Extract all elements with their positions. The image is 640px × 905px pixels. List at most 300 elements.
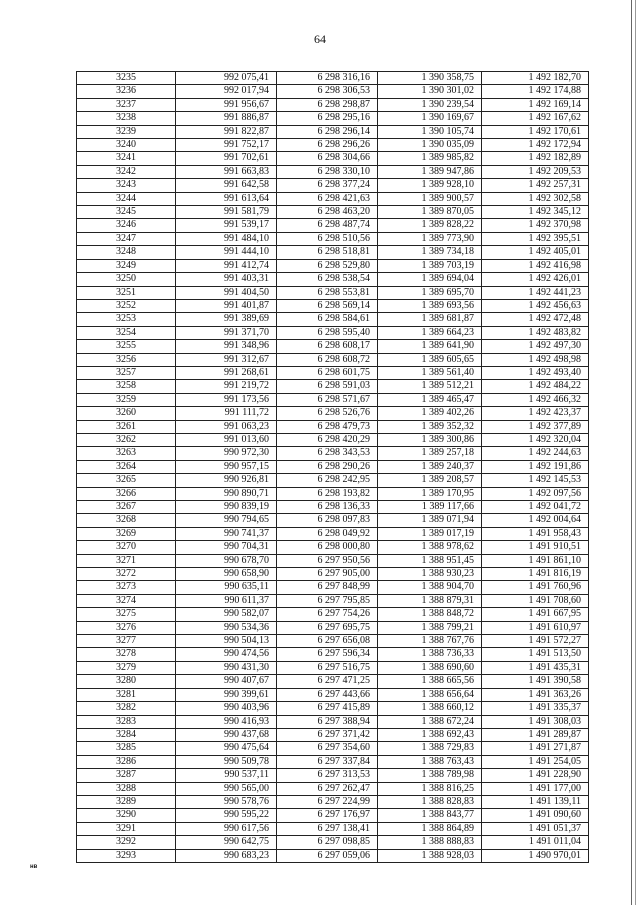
table-row [77, 581, 589, 594]
coord-cell: 1 389 017,19 [378, 527, 482, 540]
coord-cell: 990 890,71 [176, 487, 277, 500]
coord-cell: 990 678,70 [176, 554, 277, 567]
point-number-cell: 3253 [77, 313, 176, 326]
table-row [77, 608, 589, 621]
coord-cell: 1 389 664,23 [378, 326, 482, 339]
coord-cell: 1 492 493,40 [482, 366, 589, 379]
coord-cell: 6 298 595,40 [277, 326, 378, 339]
coord-cell: 6 298 529,80 [277, 259, 378, 272]
coord-cell: 990 704,31 [176, 541, 277, 554]
coord-cell: 1 388 799,21 [378, 621, 482, 634]
coord-cell: 990 972,30 [176, 447, 277, 460]
table-row [77, 675, 589, 688]
coord-cell: 990 431,30 [176, 661, 277, 674]
coord-cell: 990 642,75 [176, 836, 277, 849]
coord-cell: 1 389 240,37 [378, 460, 482, 473]
scan-edge-line [631, 0, 632, 905]
coord-cell: 6 298 296,26 [277, 139, 378, 152]
point-number-cell: 3282 [77, 702, 176, 715]
coord-cell: 1 491 090,60 [482, 809, 589, 822]
coord-cell: 1 492 302,58 [482, 192, 589, 205]
point-number-cell: 3273 [77, 581, 176, 594]
coordinates-table-container [76, 71, 589, 863]
coord-cell: 1 388 951,45 [378, 554, 482, 567]
table-row [77, 568, 589, 581]
coord-cell: 6 298 601,75 [277, 366, 378, 379]
coord-cell: 991 886,87 [176, 112, 277, 125]
coord-cell: 1 492 345,12 [482, 206, 589, 219]
table-row [77, 259, 589, 272]
coord-cell: 6 297 656,08 [277, 635, 378, 648]
table-row [77, 393, 589, 406]
coord-cell: 6 297 224,99 [277, 795, 378, 808]
point-number-cell: 3263 [77, 447, 176, 460]
coord-cell: 1 389 870,05 [378, 206, 482, 219]
coord-cell: 990 957,15 [176, 460, 277, 473]
coord-cell: 1 389 561,40 [378, 366, 482, 379]
coord-cell: 1 388 848,72 [378, 608, 482, 621]
table-row [77, 152, 589, 165]
coord-cell: 6 297 754,26 [277, 608, 378, 621]
coord-cell: 6 298 608,72 [277, 353, 378, 366]
coord-cell: 1 492 041,72 [482, 501, 589, 514]
coord-cell: 990 474,56 [176, 648, 277, 661]
coord-cell: 6 298 296,14 [277, 125, 378, 138]
coord-cell: 1 491 435,31 [482, 661, 589, 674]
coord-cell: 1 388 729,83 [378, 742, 482, 755]
coord-cell: 1 389 071,94 [378, 514, 482, 527]
coord-cell: 6 297 388,94 [277, 715, 378, 728]
coord-cell: 6 298 571,67 [277, 393, 378, 406]
table-row [77, 125, 589, 138]
coord-cell: 6 297 415,89 [277, 702, 378, 715]
coord-cell: 1 491 363,26 [482, 688, 589, 701]
table-row [77, 648, 589, 661]
point-number-cell: 3235 [77, 72, 176, 85]
coord-cell: 1 388 930,23 [378, 568, 482, 581]
coord-cell: 1 390 358,75 [378, 72, 482, 85]
coord-cell: 990 416,93 [176, 715, 277, 728]
coord-cell: 1 491 335,37 [482, 702, 589, 715]
table-row [77, 822, 589, 835]
coord-cell: 990 617,56 [176, 822, 277, 835]
table-row [77, 192, 589, 205]
coord-cell: 1 388 767,76 [378, 635, 482, 648]
table-row [77, 809, 589, 822]
point-number-cell: 3250 [77, 273, 176, 286]
point-number-cell: 3285 [77, 742, 176, 755]
coord-cell: 1 388 888,83 [378, 836, 482, 849]
coord-cell: 6 297 443,66 [277, 688, 378, 701]
coord-cell: 990 741,37 [176, 527, 277, 540]
point-number-cell: 3265 [77, 474, 176, 487]
table-row [77, 407, 589, 420]
table-row [77, 353, 589, 366]
coord-cell: 1 492 145,53 [482, 474, 589, 487]
coord-cell: 1 388 656,64 [378, 688, 482, 701]
table-row [77, 755, 589, 768]
coord-cell: 6 297 371,42 [277, 728, 378, 741]
coord-cell: 991 663,83 [176, 165, 277, 178]
coord-cell: 991 111,72 [176, 407, 277, 420]
coord-cell: 1 389 694,04 [378, 273, 482, 286]
coord-cell: 1 492 466,32 [482, 393, 589, 406]
coord-cell: 991 219,72 [176, 380, 277, 393]
table-row [77, 380, 589, 393]
coord-cell: 991 412,74 [176, 259, 277, 272]
coord-cell: 1 492 174,88 [482, 85, 589, 98]
coord-cell: 1 491 610,97 [482, 621, 589, 634]
point-number-cell: 3246 [77, 219, 176, 232]
coord-cell: 6 297 516,75 [277, 661, 378, 674]
coord-cell: 1 389 402,26 [378, 407, 482, 420]
point-number-cell: 3290 [77, 809, 176, 822]
coord-cell: 6 298 242,95 [277, 474, 378, 487]
coord-cell: 6 297 098,85 [277, 836, 378, 849]
point-number-cell: 3236 [77, 85, 176, 98]
coord-cell: 990 683,23 [176, 849, 277, 862]
point-number-cell: 3247 [77, 232, 176, 245]
table-row [77, 541, 589, 554]
point-number-cell: 3289 [77, 795, 176, 808]
coord-cell: 1 389 695,70 [378, 286, 482, 299]
coord-cell: 1 388 660,12 [378, 702, 482, 715]
table-row [77, 554, 589, 567]
coord-cell: 1 388 978,62 [378, 541, 482, 554]
point-number-cell: 3268 [77, 514, 176, 527]
coord-cell: 1 388 816,25 [378, 782, 482, 795]
coord-cell: 1 388 904,70 [378, 581, 482, 594]
coord-cell: 990 437,68 [176, 728, 277, 741]
coord-cell: 6 298 479,73 [277, 420, 378, 433]
point-number-cell: 3259 [77, 393, 176, 406]
coord-cell: 6 298 569,14 [277, 299, 378, 312]
coord-cell: 1 389 257,18 [378, 447, 482, 460]
coord-cell: 990 504,13 [176, 635, 277, 648]
point-number-cell: 3286 [77, 755, 176, 768]
coord-cell: 992 075,41 [176, 72, 277, 85]
coord-cell: 1 491 513,50 [482, 648, 589, 661]
point-number-cell: 3281 [77, 688, 176, 701]
table-row [77, 661, 589, 674]
table-row [77, 85, 589, 98]
coord-cell: 1 389 985,82 [378, 152, 482, 165]
coord-cell: 1 492 472,48 [482, 313, 589, 326]
coord-cell: 991 403,31 [176, 273, 277, 286]
coord-cell: 1 491 958,43 [482, 527, 589, 540]
coord-cell: 990 399,61 [176, 688, 277, 701]
coord-cell: 991 956,67 [176, 98, 277, 111]
point-number-cell: 3270 [77, 541, 176, 554]
coord-cell: 6 298 330,10 [277, 165, 378, 178]
coord-cell: 990 839,19 [176, 501, 277, 514]
point-number-cell: 3276 [77, 621, 176, 634]
coord-cell: 6 298 487,74 [277, 219, 378, 232]
point-number-cell: 3238 [77, 112, 176, 125]
coord-cell: 6 298 510,56 [277, 232, 378, 245]
table-row [77, 232, 589, 245]
point-number-cell: 3267 [77, 501, 176, 514]
coord-cell: 991 539,17 [176, 219, 277, 232]
table-row [77, 782, 589, 795]
coord-cell: 1 389 703,19 [378, 259, 482, 272]
coord-cell: 1 389 773,90 [378, 232, 482, 245]
table-row [77, 728, 589, 741]
table-row [77, 112, 589, 125]
coord-cell: 1 389 465,47 [378, 393, 482, 406]
table-row [77, 246, 589, 259]
coord-cell: 1 491 308,03 [482, 715, 589, 728]
table-row [77, 313, 589, 326]
coord-cell: 1 389 512,21 [378, 380, 482, 393]
coord-cell: 1 388 843,77 [378, 809, 482, 822]
coord-cell: 1 492 483,82 [482, 326, 589, 339]
coord-cell: 1 492 423,37 [482, 407, 589, 420]
coord-cell: 1 491 816,19 [482, 568, 589, 581]
coord-cell: 6 297 905,00 [277, 568, 378, 581]
coord-cell: 1 492 377,89 [482, 420, 589, 433]
point-number-cell: 3288 [77, 782, 176, 795]
point-number-cell: 3287 [77, 769, 176, 782]
point-number-cell: 3242 [77, 165, 176, 178]
point-number-cell: 3252 [77, 299, 176, 312]
coord-cell: 1 390 169,67 [378, 112, 482, 125]
coord-cell: 1 388 763,43 [378, 755, 482, 768]
coord-cell: 990 926,81 [176, 474, 277, 487]
table-row [77, 326, 589, 339]
coord-cell: 6 298 298,87 [277, 98, 378, 111]
table-row [77, 769, 589, 782]
point-number-cell: 3256 [77, 353, 176, 366]
point-number-cell: 3279 [77, 661, 176, 674]
coord-cell: 1 491 572,27 [482, 635, 589, 648]
coord-cell: 1 492 244,63 [482, 447, 589, 460]
table-row [77, 219, 589, 232]
point-number-cell: 3275 [77, 608, 176, 621]
coord-cell: 990 595,22 [176, 809, 277, 822]
table-row [77, 635, 589, 648]
point-number-cell: 3258 [77, 380, 176, 393]
point-number-cell: 3278 [77, 648, 176, 661]
coord-cell: 6 297 848,99 [277, 581, 378, 594]
coord-cell: 6 298 526,76 [277, 407, 378, 420]
coord-cell: 1 491 177,00 [482, 782, 589, 795]
table-row [77, 715, 589, 728]
coord-cell: 1 389 928,10 [378, 179, 482, 192]
table-row [77, 621, 589, 634]
point-number-cell: 3248 [77, 246, 176, 259]
table-row [77, 702, 589, 715]
coord-cell: 1 491 760,96 [482, 581, 589, 594]
table-row [77, 273, 589, 286]
coord-cell: 1 490 970,01 [482, 849, 589, 862]
coord-cell: 6 298 553,81 [277, 286, 378, 299]
point-number-cell: 3280 [77, 675, 176, 688]
table-row [77, 420, 589, 433]
coord-cell: 6 298 591,03 [277, 380, 378, 393]
coord-cell: 1 491 910,51 [482, 541, 589, 554]
coord-cell: 991 312,67 [176, 353, 277, 366]
point-number-cell: 3260 [77, 407, 176, 420]
coord-cell: 991 613,64 [176, 192, 277, 205]
coord-cell: 6 297 059,06 [277, 849, 378, 862]
coord-cell: 1 389 117,66 [378, 501, 482, 514]
coord-cell: 1 389 681,87 [378, 313, 482, 326]
coord-cell: 1 492 405,01 [482, 246, 589, 259]
table-row [77, 849, 589, 862]
table-row [77, 501, 589, 514]
coord-cell: 1 491 254,05 [482, 755, 589, 768]
coord-cell: 990 611,37 [176, 594, 277, 607]
point-number-cell: 3244 [77, 192, 176, 205]
coord-cell: 990 534,36 [176, 621, 277, 634]
coord-cell: 6 297 262,47 [277, 782, 378, 795]
coord-cell: 1 492 497,30 [482, 340, 589, 353]
coord-cell: 990 475,64 [176, 742, 277, 755]
coord-cell: 1 388 879,31 [378, 594, 482, 607]
coord-cell: 6 298 538,54 [277, 273, 378, 286]
point-number-cell: 3292 [77, 836, 176, 849]
table-row [77, 594, 589, 607]
coord-cell: 1 492 441,23 [482, 286, 589, 299]
coord-cell: 1 492 182,89 [482, 152, 589, 165]
point-number-cell: 3284 [77, 728, 176, 741]
coord-cell: 1 492 172,94 [482, 139, 589, 152]
coord-cell: 1 390 301,02 [378, 85, 482, 98]
coord-cell: 1 491 228,90 [482, 769, 589, 782]
coord-cell: 6 297 354,60 [277, 742, 378, 755]
coordinates-table [76, 71, 589, 863]
coord-cell: 991 581,79 [176, 206, 277, 219]
coord-cell: 6 298 343,53 [277, 447, 378, 460]
coord-cell: 1 492 167,62 [482, 112, 589, 125]
coord-cell: 1 390 239,54 [378, 98, 482, 111]
table-row [77, 366, 589, 379]
coord-cell: 990 658,90 [176, 568, 277, 581]
coord-cell: 1 491 667,95 [482, 608, 589, 621]
coord-cell: 991 822,87 [176, 125, 277, 138]
coord-cell: 1 492 498,98 [482, 353, 589, 366]
coord-cell: 6 297 795,85 [277, 594, 378, 607]
point-number-cell: 3251 [77, 286, 176, 299]
coord-cell: 992 017,94 [176, 85, 277, 98]
coord-cell: 1 389 734,18 [378, 246, 482, 259]
point-number-cell: 3274 [77, 594, 176, 607]
coord-cell: 1 388 928,03 [378, 849, 482, 862]
table-row [77, 688, 589, 701]
point-number-cell: 3262 [77, 433, 176, 446]
coord-cell: 1 492 484,22 [482, 380, 589, 393]
coord-cell: 1 491 139,11 [482, 795, 589, 808]
coord-cell: 991 444,10 [176, 246, 277, 259]
coord-cell: 1 491 271,87 [482, 742, 589, 755]
coord-cell: 1 389 900,57 [378, 192, 482, 205]
table-row [77, 460, 589, 473]
coord-cell: 1 492 209,53 [482, 165, 589, 178]
coord-cell: 6 297 471,25 [277, 675, 378, 688]
table-row [77, 179, 589, 192]
coord-cell: 6 297 596,34 [277, 648, 378, 661]
table-row [77, 742, 589, 755]
coord-cell: 1 492 370,98 [482, 219, 589, 232]
coord-cell: 991 702,61 [176, 152, 277, 165]
point-number-cell: 3283 [77, 715, 176, 728]
coord-cell: 1 388 736,33 [378, 648, 482, 661]
coord-cell: 1 492 170,61 [482, 125, 589, 138]
coord-cell: 1 492 395,51 [482, 232, 589, 245]
coord-cell: 1 491 708,60 [482, 594, 589, 607]
coord-cell: 6 297 695,75 [277, 621, 378, 634]
coord-cell: 990 794,65 [176, 514, 277, 527]
table-row [77, 165, 589, 178]
table-row [77, 340, 589, 353]
coord-cell: 6 297 337,84 [277, 755, 378, 768]
footer-mark: нв [30, 864, 38, 870]
coord-cell: 990 407,67 [176, 675, 277, 688]
coord-cell: 6 297 138,41 [277, 822, 378, 835]
table-row [77, 836, 589, 849]
coord-cell: 1 492 416,98 [482, 259, 589, 272]
table-row [77, 72, 589, 85]
point-number-cell: 3243 [77, 179, 176, 192]
coord-cell: 1 491 051,37 [482, 822, 589, 835]
coord-cell: 1 388 828,83 [378, 795, 482, 808]
coord-cell: 991 642,58 [176, 179, 277, 192]
coord-cell: 6 298 518,81 [277, 246, 378, 259]
coord-cell: 6 298 290,26 [277, 460, 378, 473]
point-number-cell: 3255 [77, 340, 176, 353]
coord-cell: 1 492 257,31 [482, 179, 589, 192]
table-row [77, 139, 589, 152]
scan-edge-line [635, 0, 636, 905]
coord-cell: 6 297 950,56 [277, 554, 378, 567]
coord-cell: 6 298 421,63 [277, 192, 378, 205]
point-number-cell: 3241 [77, 152, 176, 165]
coord-cell: 1 492 456,63 [482, 299, 589, 312]
point-number-cell: 3272 [77, 568, 176, 581]
coord-cell: 1 388 864,89 [378, 822, 482, 835]
point-number-cell: 3239 [77, 125, 176, 138]
coord-cell: 1 492 182,70 [482, 72, 589, 85]
table-row [77, 447, 589, 460]
coord-cell: 1 388 690,60 [378, 661, 482, 674]
table-row [77, 433, 589, 446]
coord-cell: 1 388 789,98 [378, 769, 482, 782]
coord-cell: 991 484,10 [176, 232, 277, 245]
coord-cell: 991 348,96 [176, 340, 277, 353]
coord-cell: 1 388 665,56 [378, 675, 482, 688]
coord-cell: 1 389 641,90 [378, 340, 482, 353]
coord-cell: 1 390 105,74 [378, 125, 482, 138]
coord-cell: 6 298 097,83 [277, 514, 378, 527]
coord-cell: 990 403,96 [176, 702, 277, 715]
point-number-cell: 3245 [77, 206, 176, 219]
coord-cell: 1 492 169,14 [482, 98, 589, 111]
coord-cell: 6 298 000,80 [277, 541, 378, 554]
point-number-cell: 3264 [77, 460, 176, 473]
coord-cell: 991 404,50 [176, 286, 277, 299]
coord-cell: 6 297 313,53 [277, 769, 378, 782]
coord-cell: 1 389 352,32 [378, 420, 482, 433]
point-number-cell: 3249 [77, 259, 176, 272]
table-row [77, 98, 589, 111]
coord-cell: 991 371,70 [176, 326, 277, 339]
coord-cell: 6 298 420,29 [277, 433, 378, 446]
coord-cell: 1 389 208,57 [378, 474, 482, 487]
coord-cell: 991 401,87 [176, 299, 277, 312]
coord-cell: 990 635,11 [176, 581, 277, 594]
point-number-cell: 3277 [77, 635, 176, 648]
